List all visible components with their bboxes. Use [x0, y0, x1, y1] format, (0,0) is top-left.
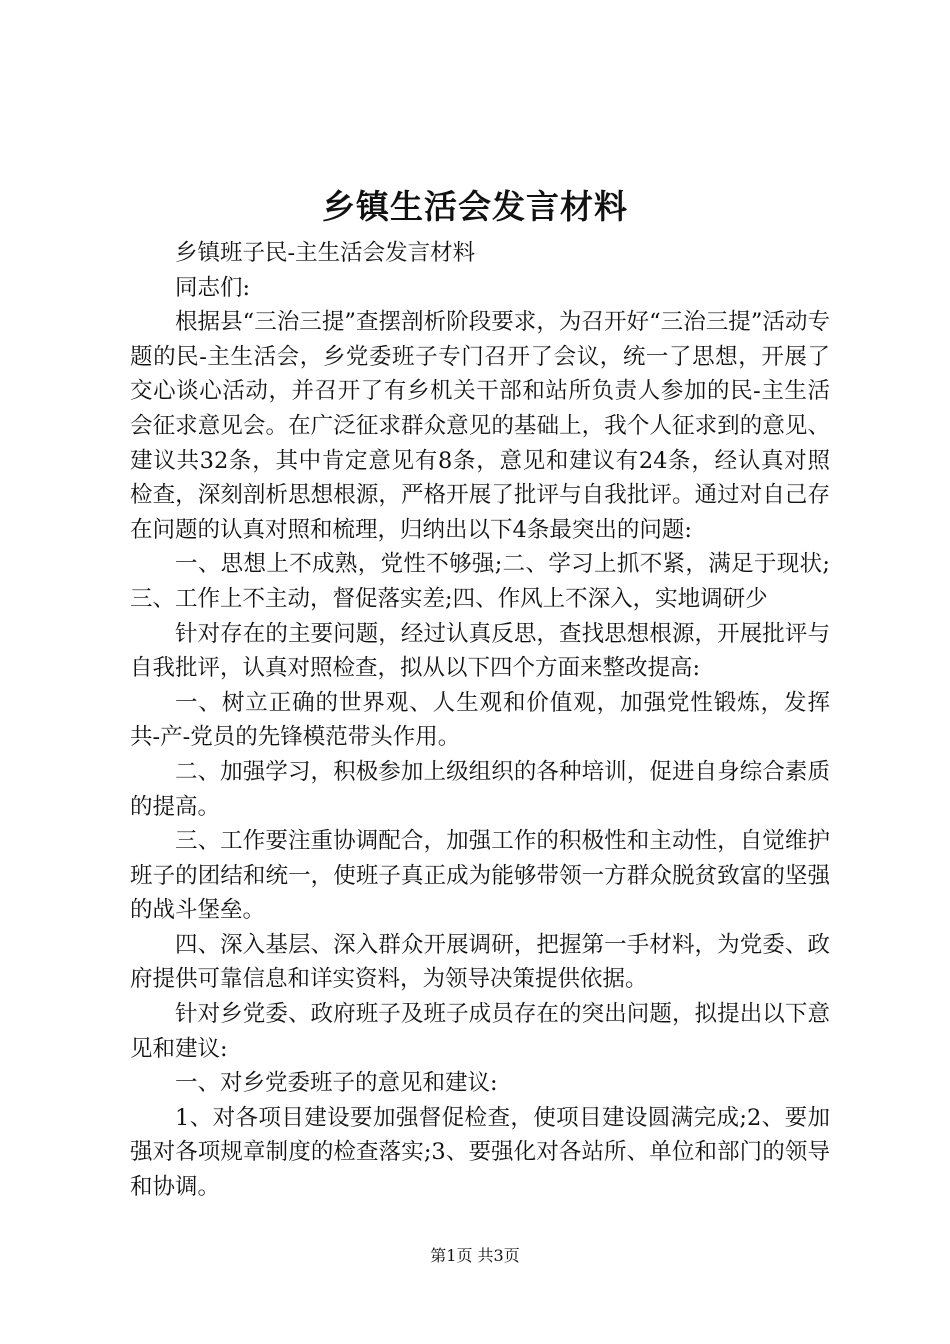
paragraph-problems: 一、思想上不成熟，党性不够强;二、学习上抓不紧，满足于现状;三、工作上不主动，督促落实差;四、作风上不深入，实地调研少 — [130, 551, 830, 612]
document-title: 乡镇生活会发言材料 — [322, 187, 628, 226]
paragraph-suggestions-heading: 一、对乡党委班子的意见和建议: — [175, 1070, 498, 1097]
paragraph-salutation: 同志们: — [175, 274, 251, 301]
paragraph-rectification-2: 二、加强学习，积极参加上级组织的各种培训，促进自身综合素质的提高。 — [130, 758, 830, 820]
paragraph-subtitle: 乡镇班子民-主生活会发言材料 — [175, 240, 476, 266]
paragraph-rectification-1: 一、树立正确的世界观、人生观和价值观，加强党性锻炼，发挥共-产-党员的先锋模范带头作用。 — [130, 689, 830, 751]
paragraph-intro: 根据县“三治三提”查摆剖析阶段要求，为召开好“三治三提”活动专题的民-主生活会，乡党委班子专门召开了会议，统一了思想，开展了交心谈心活动，并召开了有乡机关干部和站所负责人参加的民-主生活会征求意见会。在广泛征求群众意见的基础上，我个人征求到的意见、建议共32条，其中肯定意见有8条，意见和建议有24条，经认真对照检查，深刻剖析思想根源，严格开展了批评与自我批评。通过对自己存在问题的认真对照和梳理，归纳出以下4条最突出的问题: — [130, 309, 830, 543]
paragraph-rectification-4: 四、深入基层、深入群众开展调研，把握第一手材料，为党委、政府提供可靠信息和详实资料，为领导决策提供依据。 — [130, 931, 830, 993]
page-number-footer: 第1页 共3页 — [430, 1246, 520, 1265]
paragraph-rectification-intro: 针对存在的主要问题，经过认真反思，查找思想根源，开展批评与自我批评，认真对照检查，拟从以下四个方面来整改提高: — [130, 620, 830, 682]
document-body — [130, 236, 830, 1205]
paragraph-suggestions-intro: 针对乡党委、政府班子及班子成员存在的突出问题，拟提出以下意见和建议: — [130, 1001, 830, 1062]
paragraph-suggestions-list: 1、对各项目建设要加强督促检查，使项目建设圆满完成;2、要加强对各项规章制度的检查落实;3、要强化对各站所、单位和部门的领导和协调。 — [130, 1104, 830, 1201]
paragraph-rectification-3: 三、工作要注重协调配合，加强工作的积极性和主动性，自觉维护班子的团结和统一，使班子真正成为能够带领一方群众脱贫致富的坚强的战斗堡垒。 — [130, 828, 830, 924]
